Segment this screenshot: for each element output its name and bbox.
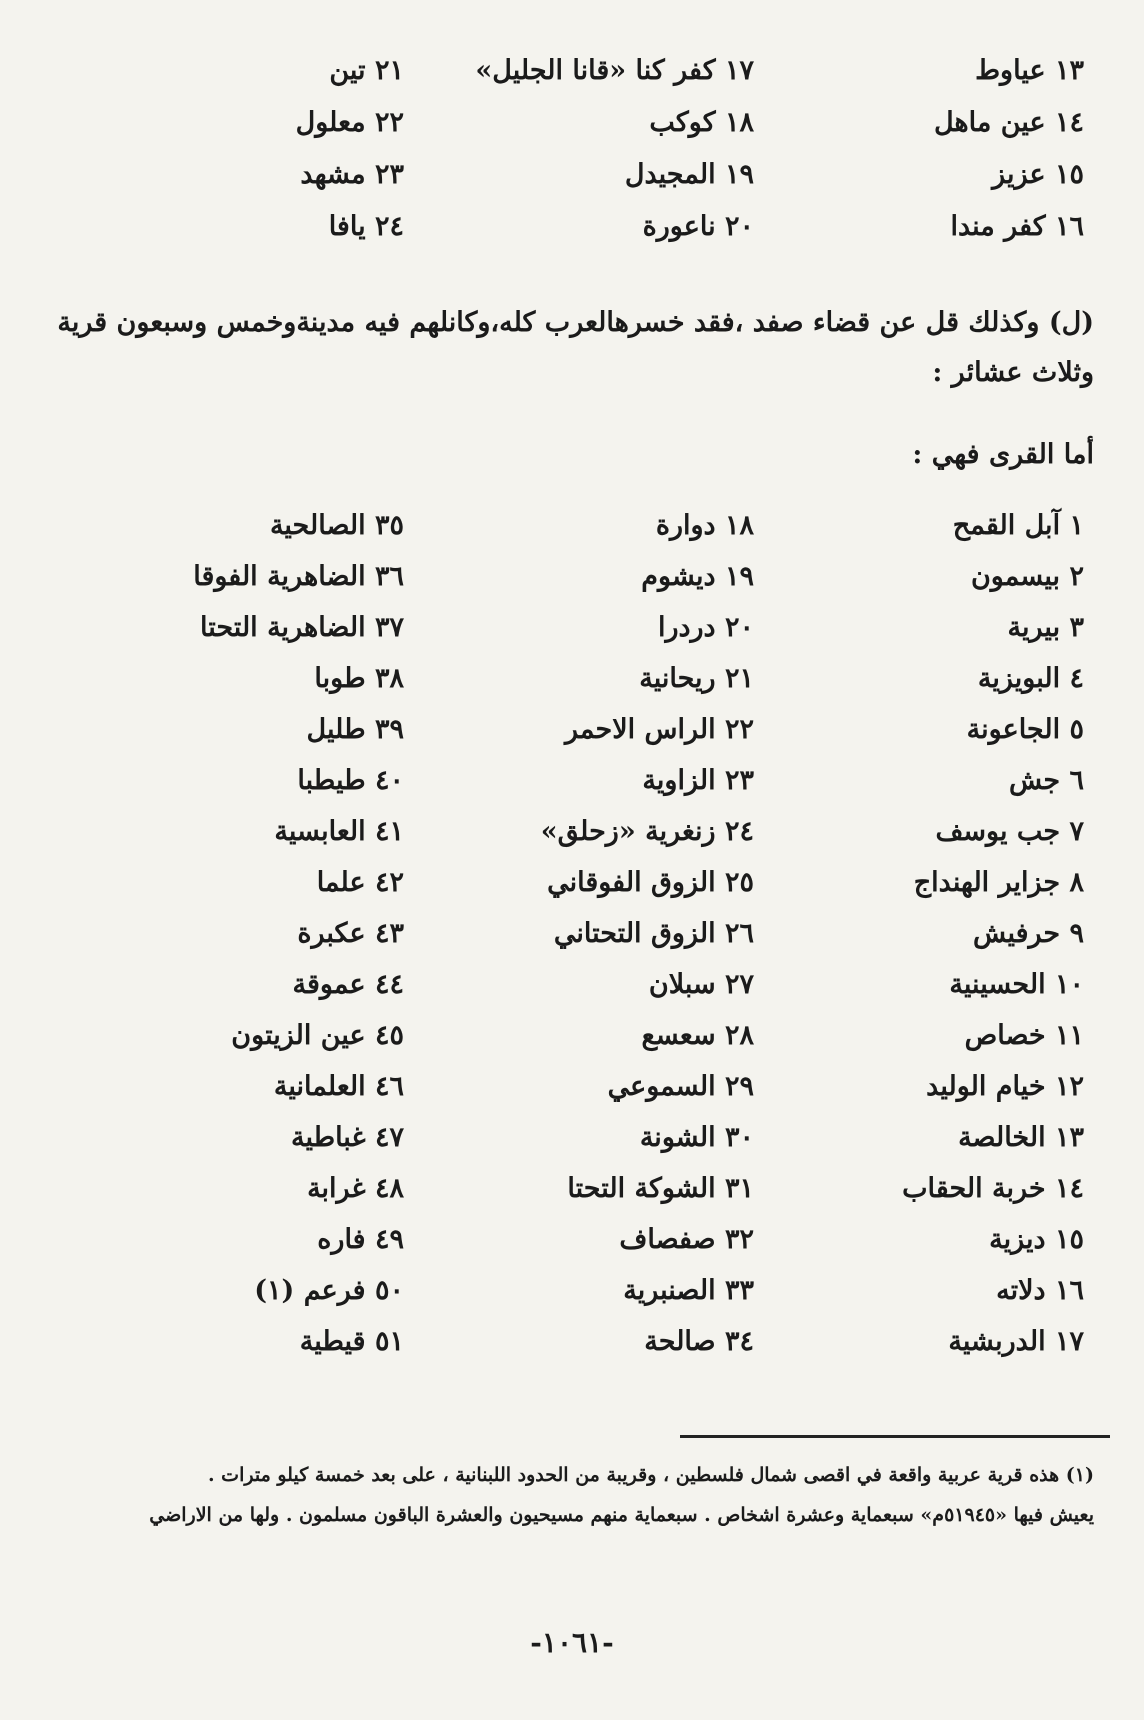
list-item: ٣٦ الضاهرية الفوقا xyxy=(193,561,404,592)
list-item: ٢١ ريحانية xyxy=(639,663,754,694)
list-item: ١ آبل القمح xyxy=(952,510,1084,541)
page-number: -١٠٦١- xyxy=(530,1626,614,1659)
list-item: ٤٧ غباطية xyxy=(290,1122,404,1153)
list-item: ١٩ ديشوم xyxy=(641,561,754,592)
list-item: ٢٨ سعسع xyxy=(641,1020,754,1051)
list-item: ٧ جب يوسف xyxy=(935,816,1084,847)
village-list-column-2 xyxy=(374,500,754,1367)
list-item: ٥٠ فرعم (١) xyxy=(254,1275,404,1306)
list-item: ٢٤ زنغرية «زحلق» xyxy=(540,816,754,847)
list-item: ٢٠ ناعورة xyxy=(642,211,754,242)
list-item: ٦ جش xyxy=(1008,765,1084,796)
list-item: ١٣ عياوط xyxy=(975,55,1084,86)
list-item: ١٦ دلاته xyxy=(996,1275,1084,1306)
list-item: ٢٣ الزاوية xyxy=(642,765,754,796)
list-item: ٢٢ معلول xyxy=(295,107,404,138)
footnote-line: (١) هذه قرية عربية واقعة في اقصى شمال فلسطين ، وقريبة من الحدود اللبنانية ، على بعد خمسة كيلو مترات . xyxy=(207,1464,1094,1486)
list-item: ١٤ خربة الحقاب xyxy=(902,1173,1084,1204)
list-item: ٣٠ الشونة xyxy=(639,1122,754,1153)
list-item: ٤٨ غرابة xyxy=(307,1173,404,1204)
list-item: ٤ البويزية xyxy=(977,663,1084,694)
list-item: ٢٠ دردرا xyxy=(657,612,754,643)
list-item: ٣ بيرية xyxy=(1007,612,1084,643)
list-item: ٣٧ الضاهرية التحتا xyxy=(200,612,404,643)
list-item: ١٢ خيام الوليد xyxy=(926,1071,1084,1102)
list-item: ١٠ الحسينية xyxy=(949,969,1084,1000)
list-item: ٤٥ عين الزيتون xyxy=(231,1020,404,1051)
list-item: ٣١ الشوكة التحتا xyxy=(567,1173,754,1204)
list-item: ١٤ عين ماهل xyxy=(933,107,1084,138)
list-item: ١٥ عزيز xyxy=(992,159,1084,190)
village-list-column-1 xyxy=(764,500,1084,1367)
top-list-column-3 xyxy=(104,45,404,253)
list-item: ١٥ ديزية xyxy=(989,1224,1084,1255)
body-paragraph: (ل) وكذلك قل عن قضاء صفد ،فقد خسرهالعرب كله،وكانلهم فيه مدينةوخمس وسبعون قرية وثلاث عشائر : xyxy=(57,307,1094,388)
list-item: ٤٤ عموقة xyxy=(292,969,404,1000)
list-item: ٤٩ فاره xyxy=(317,1224,404,1255)
list-item: ٣٤ صالحة xyxy=(644,1326,754,1357)
list-item: ٤٢ علما xyxy=(316,867,404,898)
list-item: ٣٩ طليل xyxy=(306,714,404,745)
list-item: ٢٢ الراس الاحمر xyxy=(565,714,754,745)
list-item: ١٨ دوارة xyxy=(655,510,754,541)
list-item: ٣٨ طوبا xyxy=(314,663,404,694)
list-item: ٢١ تين xyxy=(329,55,404,86)
list-item: ١٧ الدربشية xyxy=(948,1326,1084,1357)
list-item: ٢٥ الزوق الفوقاني xyxy=(547,867,754,898)
list-item: ٤١ العابسية xyxy=(274,816,404,847)
list-item: ٢ بيسمون xyxy=(970,561,1084,592)
list-item: ١٧ كفر كنا «قانا الجليل» xyxy=(475,55,754,86)
list-item: ٨ جزاير الهنداج xyxy=(913,867,1084,898)
list-item: ٩ حرفيش xyxy=(973,918,1084,949)
list-item: ٥١ قيطية xyxy=(299,1326,404,1357)
list-item: ٤٦ العلمانية xyxy=(273,1071,404,1102)
list-item: ٤٣ عكبرة xyxy=(297,918,404,949)
list-item: ١٨ كوكب xyxy=(649,107,754,138)
top-list-column-2 xyxy=(374,45,754,253)
list-item: ٢٣ مشهد xyxy=(300,159,404,190)
footnote-line: يعيش فيها «٥١٩٤٥م» سبعماية وعشرة اشخاص . سبعماية منهم مسيحيون والعشرة الباقون مسلمون . ولها من الاراضي xyxy=(149,1504,1094,1526)
villages-heading: أما القرى فهي : xyxy=(912,439,1094,470)
list-item: ١٦ كفر مندا xyxy=(950,211,1084,242)
list-item: ٢٦ الزوق التحتاني xyxy=(553,918,754,949)
list-item: ٤٠ طيطبا xyxy=(297,765,404,796)
list-item: ٣٥ الصالحية xyxy=(269,510,404,541)
top-list-column-1 xyxy=(784,45,1084,253)
village-list-column-3 xyxy=(74,500,404,1367)
footnote xyxy=(40,1455,1094,1535)
list-item: ٣٢ صفصاف xyxy=(619,1224,754,1255)
list-item: ٣٣ الصنبرية xyxy=(623,1275,754,1306)
list-item: ١٣ الخالصة xyxy=(958,1122,1084,1153)
list-item: ٢٧ سبلان xyxy=(648,969,754,1000)
list-item: ٥ الجاعونة xyxy=(966,714,1084,745)
list-item: ١٩ المجيدل xyxy=(624,159,754,190)
footnote-separator xyxy=(680,1435,1110,1438)
list-item: ١١ خصاص xyxy=(964,1020,1084,1051)
list-item: ٢٤ يافا xyxy=(328,211,404,242)
list-item: ٢٩ السموعي xyxy=(607,1071,754,1102)
